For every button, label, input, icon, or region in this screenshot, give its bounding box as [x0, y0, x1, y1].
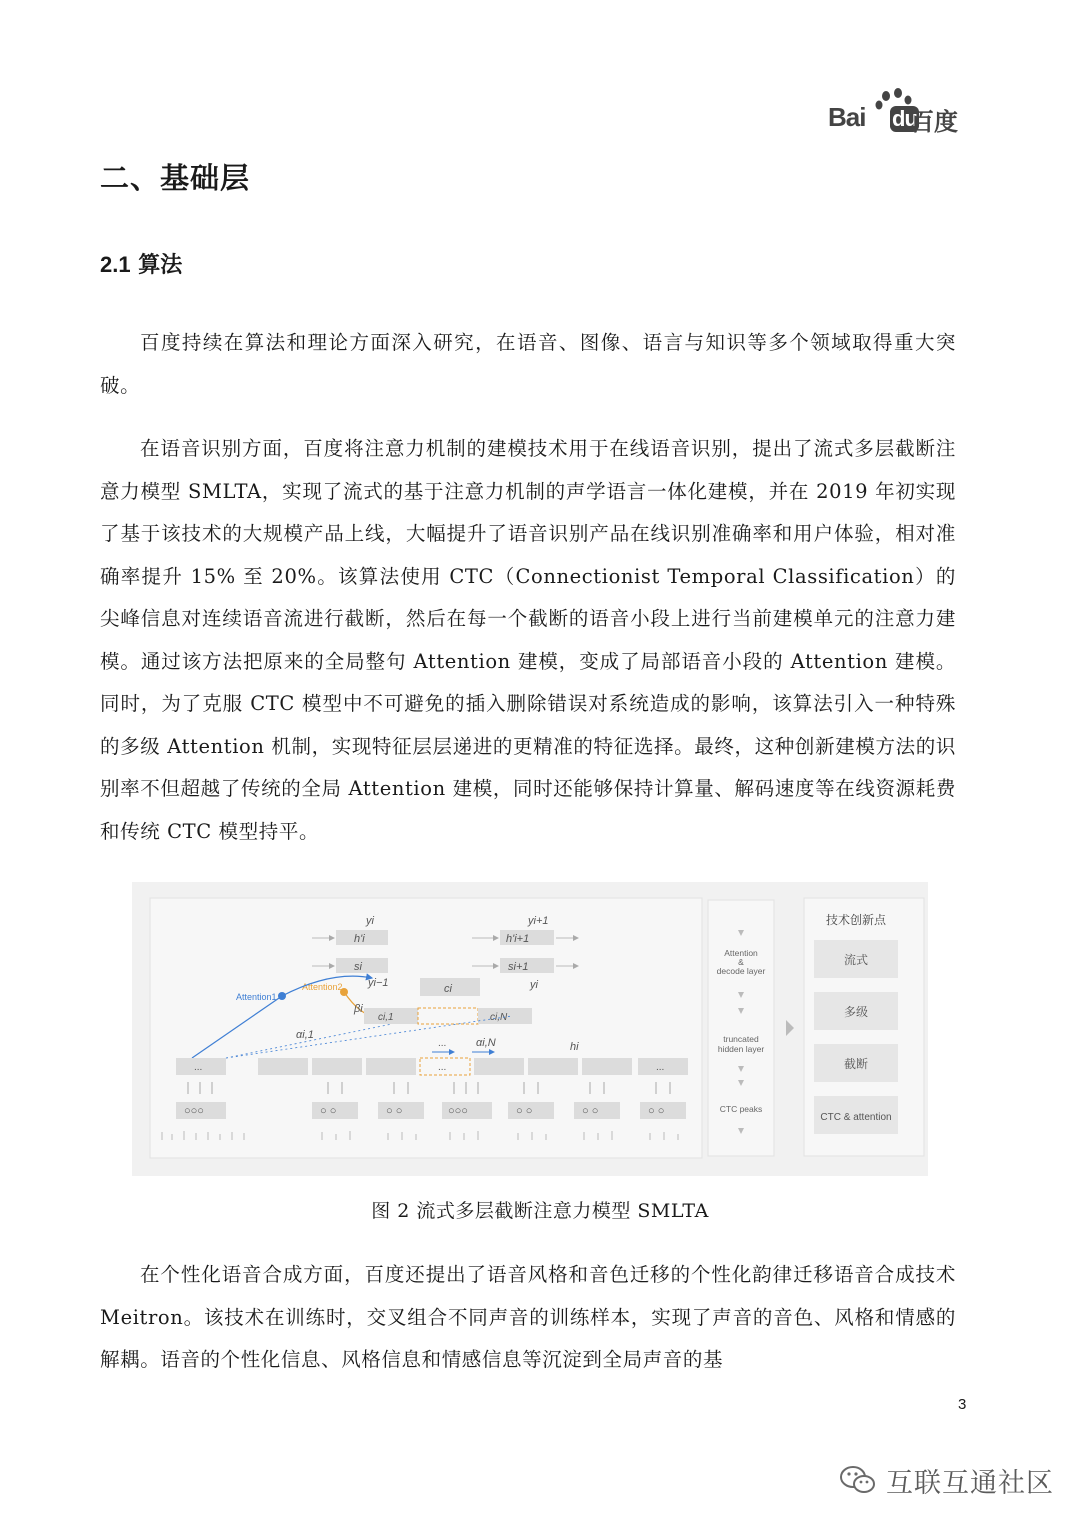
layers-panel [708, 900, 774, 1156]
label-beta: βi [354, 1003, 363, 1015]
label-yi: yi [366, 915, 374, 927]
layer-truncated-2: hidden layer [717, 1044, 765, 1054]
innovation-item-3: 截断 [843, 1057, 869, 1071]
innovation-item-4: CTC & attention [820, 1112, 892, 1123]
subsection-name: 算法 [138, 252, 183, 278]
label-si: si [354, 961, 362, 973]
paragraph-speech-recognition: 在语音识别方面，百度将注意力机制的建模技术用于在线语音识别，提出了流式多层截断注意力模型 SMLTA，实现了流式的基于注意力机制的声学语言一体化建模，并在 2019 年初实现了基于该技术的大规模产品上线，大幅提升了语音识别产品在线识别准确率和用户体验，相对准确率提升 15% 至 20%。该算法使用 CTC（Connectionist Temporal Classification）的尖峰信息对连续语音流进行截断，然后在每一个截断的语音小段上进行当前建模单元的注意力建模。通过该方法把原来的全局整句 Attention 建模，变成了局部语音小段的 Attention 建模。同时，为了克服 CTC 模型中不可避免的插入删除错误对系统造成的影响，该算法引入一种特殊的多级 Attention 机制，实现特征层层递进的更精准的特征选择。最终，这种创新建模方法的识别率不但超越了传统的全局 Attention 建模，同时还能够保持计算量、解码速度等在线资源耗费和传统 CTC 模型持平。 [100, 437, 956, 843]
baidu-logo [828, 88, 960, 134]
innovation-item-1: 流式 [843, 953, 869, 967]
page-number: 3 [958, 1396, 967, 1413]
label-yim1: yi−1 [368, 977, 389, 989]
wechat-icon [838, 1463, 878, 1497]
label-si1: si+1 [508, 961, 529, 973]
label-circles-5: ○ ○ [516, 1105, 533, 1117]
layer-attention-3: decode layer [716, 966, 766, 976]
layer-truncated-1: truncated [723, 1034, 759, 1044]
figure-caption: 图 2 流式多层截断注意力模型 SMLTA [371, 1200, 709, 1222]
label-ai1: αi,1 [296, 1029, 314, 1041]
logo-chinese: 百度 [910, 109, 958, 136]
label-attention2: Attention2 [302, 982, 343, 992]
label-circles-2: ○ ○ [320, 1105, 337, 1117]
layer-ctc: CTC peaks [719, 1104, 763, 1114]
label-circles-3: ○ ○ [386, 1105, 403, 1117]
label-hi: hi [570, 1041, 579, 1053]
innovation-title: 技术创新点 [825, 913, 887, 927]
label-dots-hidden: ... [438, 1062, 447, 1073]
paragraph-speech-synthesis: 在个性化语音合成方面，百度还提出了语音风格和音色迁移的个性化韵律迁移语音合成技术 Meitron。该技术在训练时，交叉组合不同声音的训练样本，实现了声音的音色、风格和情感的解耦。语音的个性化信息、风格信息和情感信息等沉淀到全局声音的基 [100, 1263, 956, 1371]
layer-attention-1: Attention [724, 948, 758, 958]
context-ci [420, 978, 480, 996]
logo-bai: Bai [828, 102, 866, 132]
label-ciN: ci,N [490, 1012, 508, 1023]
label-hpi1: h'i+1 [506, 933, 530, 945]
innovation-item-2: 多级 [843, 1005, 869, 1019]
label-dots-right: ... [656, 1062, 665, 1073]
label-aiN: αi,N [476, 1037, 496, 1049]
smlta-figure [132, 882, 928, 1176]
smlta-diagram [132, 882, 928, 1176]
subsection-title [100, 248, 182, 279]
label-dots-left: ... [194, 1062, 203, 1073]
layer-attention-2: & [738, 957, 744, 967]
label-dots-mid: ... [438, 1038, 447, 1049]
watermark [838, 1458, 1054, 1502]
chevron-right-icon [786, 1020, 794, 1036]
label-attention1: Attention1 [236, 992, 277, 1002]
label-ci: ci [444, 983, 452, 995]
label-circles-1: ○○○ [184, 1105, 204, 1117]
logo-du: du [892, 106, 917, 131]
label-yi-right: yi [530, 979, 538, 991]
section-title: 二、基础层 [100, 161, 251, 195]
label-yi1: yi+1 [528, 915, 549, 927]
innovation-panel [804, 898, 924, 1156]
subsection-number: 2.1 [100, 252, 131, 277]
paragraph-intro: 百度持续在算法和理论方面深入研究，在语音、图像、语言与知识等多个领域取得重大突破。 [100, 331, 956, 397]
label-circles-4: ○○○ [448, 1105, 468, 1117]
watermark-text: 互联互通社区 [886, 1467, 1054, 1499]
label-circles-7: ○ ○ [648, 1105, 665, 1117]
label-ci1: ci,1 [378, 1012, 394, 1023]
label-circles-6: ○ ○ [582, 1105, 599, 1117]
label-hpi: h'i [354, 933, 365, 945]
